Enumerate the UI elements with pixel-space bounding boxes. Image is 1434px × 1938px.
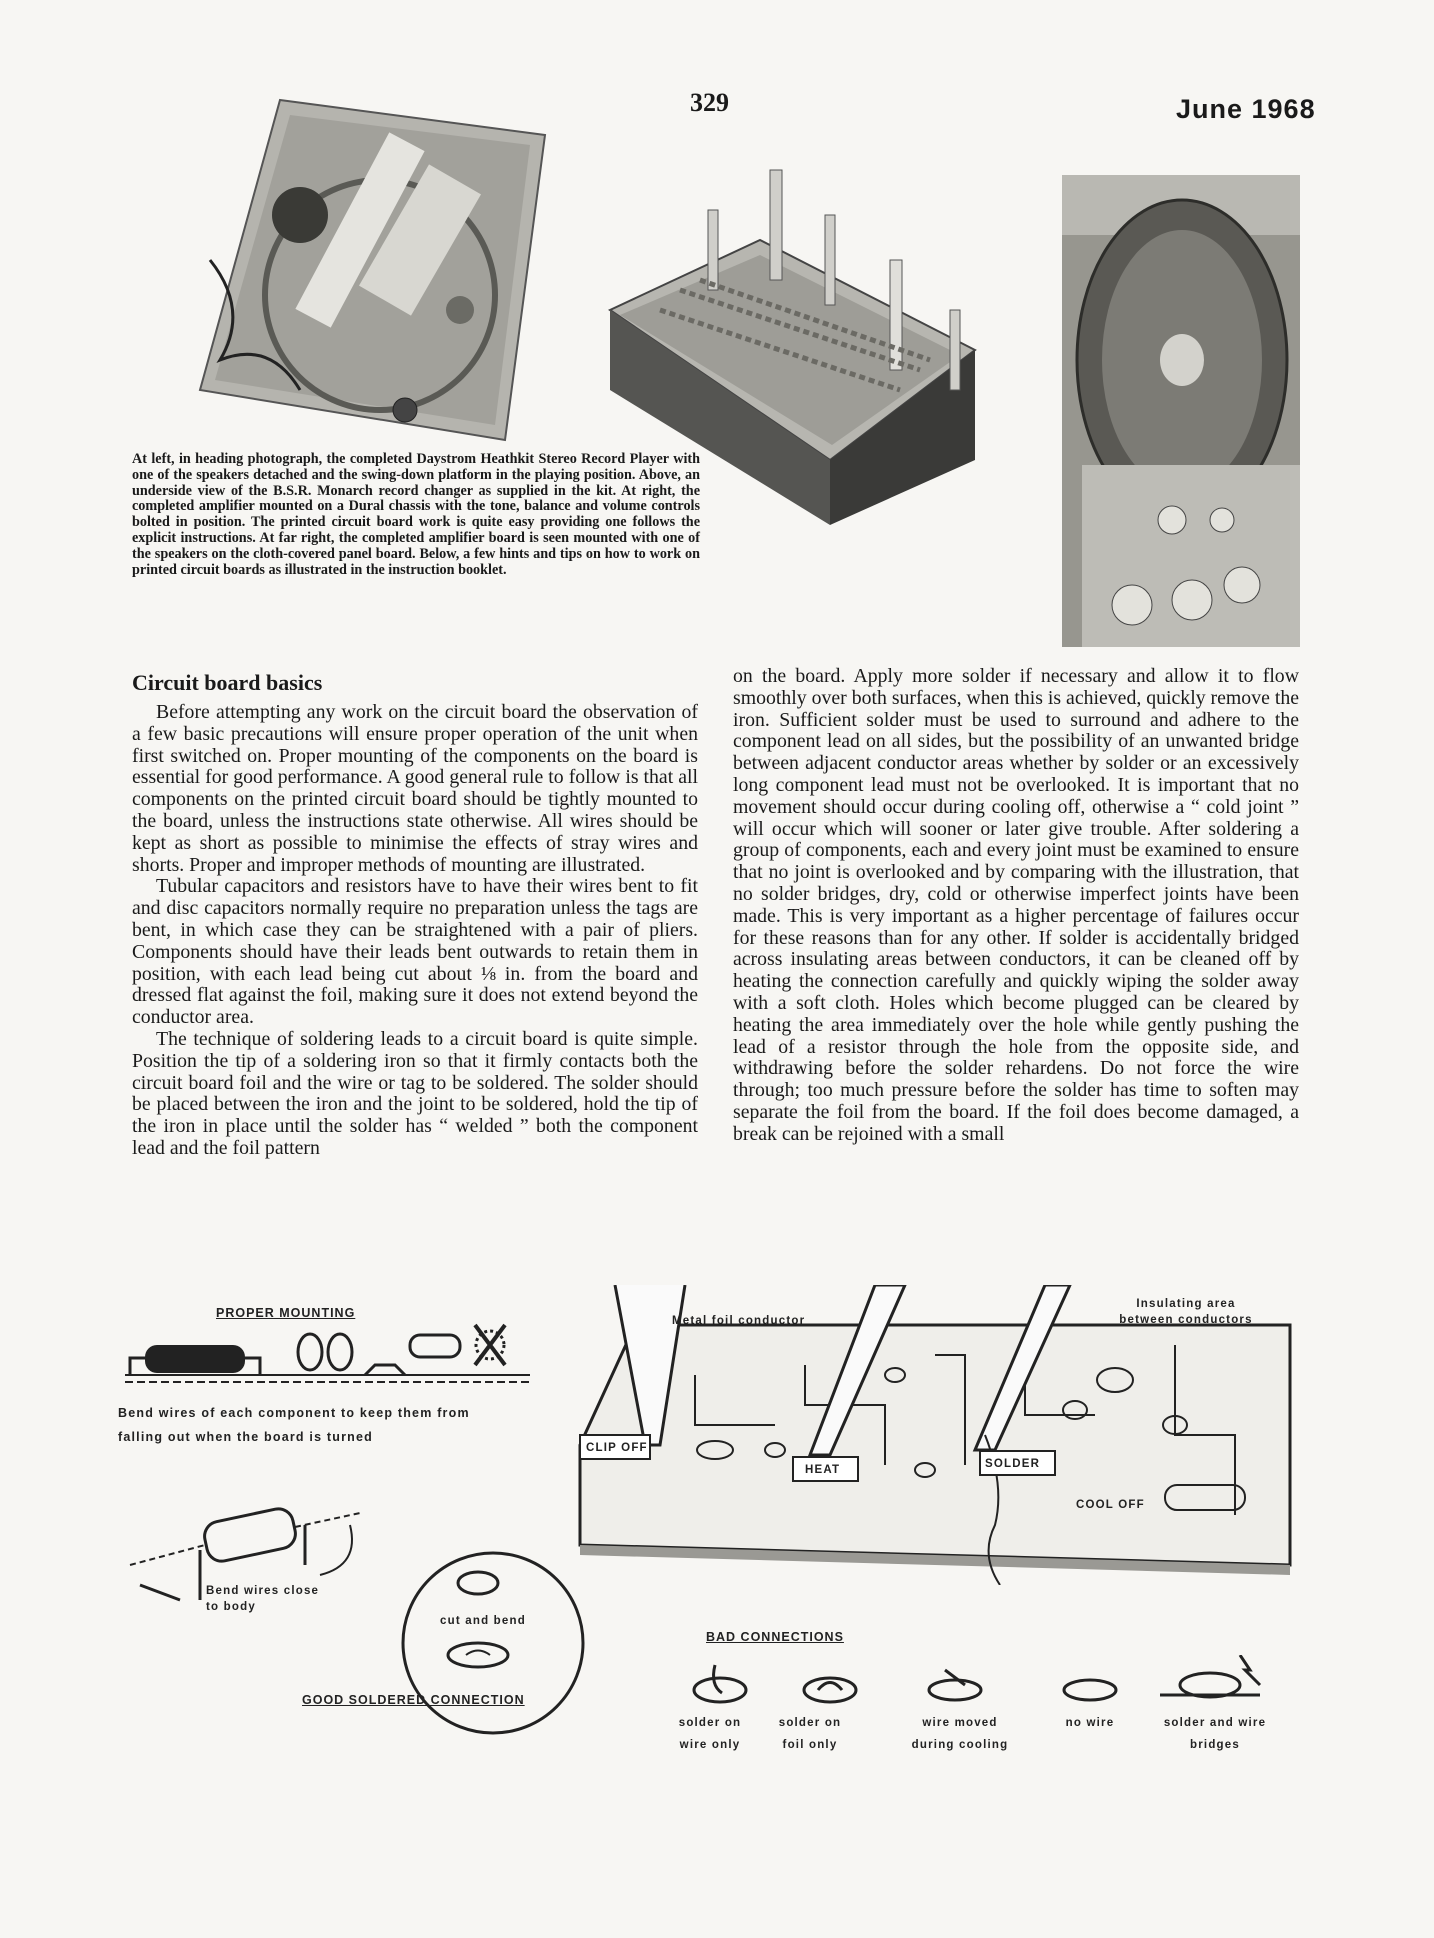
record-changer-photo xyxy=(190,90,550,450)
bad-item-5-line2: bridges xyxy=(1190,1739,1240,1751)
label-cut-and-bend: cut and bend xyxy=(440,1615,526,1627)
page-number: 329 xyxy=(690,88,729,117)
label-proper-mounting: PROPER MOUNTING xyxy=(216,1306,356,1320)
label-bad-connections: BAD CONNECTIONS xyxy=(706,1630,844,1644)
label-metal-foil: Metal foil conductor xyxy=(672,1315,806,1327)
paragraph-4: on the board. Apply more solder if necessary and allow it to flow smoothly over both surfaces, when this is achieved, quickly remove the iron. Sufficient solder must be used to surround and adhere to the component lead on all sides, but the possibility of an unwanted bridge between adjacent conductor areas whether by solder or an excessively long component lead must not be overlooked. It is important that no movement should occur during cooling off, otherwise a “ cold joint ” will occur which will sooner or later give trouble. After soldering a group of components, each and every joint must be examined to ensure that no joint is overlooked and by comparing with the illustration, that no solder bridges, dry, cold or otherwise imperfect joints have been made. This is very important as a higher percentage of failures occur for these reasons than for any other. If solder is accidentally bridged across insulating areas between conductors, it can be cleaned off by heating the connection carefully and quickly wiping the solder away with a soft cloth. Holes which become plugged can be cleared by heating the area immediately over the hole while gently pushing the lead of a resistor through the hole from the opposite side, and withdrawing before the solder rehardens. Do not force the wire through; too much pressure before the solder has time to soften may separate the foil from the board. If the foil does become damaged, a break can be rejoined with a small xyxy=(733,665,1299,1145)
label-bend-wires-each: Bend wires of each component to keep them from xyxy=(118,1406,470,1420)
photo-caption: At left, in heading photograph, the completed Daystrom Heathkit Stereo Record Player with one of the speakers detached and the swing-down platform in the playing position. Above, an underside view of the B.S.R. Monarch record changer as supplied in the kit. At right, the completed amplifier mounted on a Dural chassis with the tone, balance and volume controls bolted in position. The printed circuit board work is quite easy providing one follows the explicit instructions. At far right, the completed amplifier board is seen mounted with one of the speakers on the cloth-covered panel board. Below, a few hints and tips on how to work on printed circuit boards as illustrated in the instruction booklet. xyxy=(132,451,700,578)
issue-date: June 1968 xyxy=(1176,94,1316,124)
paragraph-3: The technique of soldering leads to a circuit board is quite simple. Position the tip of a soldering iron so that it firmly contacts both the circuit board foil and the wire or tag to be soldered. The solder should be placed between the iron and the joint to be soldered, hold the tip of the iron in place until the solder has “ welded ” both the component lead and the foil pattern xyxy=(132,1027,698,1159)
label-heat: HEAT xyxy=(805,1464,841,1476)
label-insulating-2: between conductors xyxy=(1119,1314,1253,1326)
label-clip-off: CLIP OFF xyxy=(586,1442,648,1454)
bad-item-1-line1: solder on xyxy=(678,1717,742,1729)
right-column xyxy=(733,666,1299,1146)
label-insulating-1: Insulating area xyxy=(1136,1298,1236,1310)
bad-item-3-line2: during cooling xyxy=(911,1739,1009,1751)
left-column xyxy=(132,702,698,1160)
bad-item-3-line1: wire moved xyxy=(922,1717,998,1729)
paragraph-2: Tubular capacitors and resistors have to have their wires bent to fit and disc capacitors normally require no preparation unless the tags are bent, in which case they can be straightened with a pair of pliers. Components should have their leads bent outwards to retain them in position, with each lead being cut about ⅛ in. from the board and dressed flat against the foil, making sure it does not extend beyond the conductor area. xyxy=(132,875,698,1029)
good-connection-circle xyxy=(398,1548,588,1738)
bad-connection-icons xyxy=(680,1655,1300,1715)
label-good-connection: GOOD SOLDERED CONNECTION xyxy=(302,1693,525,1707)
label-bend-close-2: to body xyxy=(206,1601,256,1613)
label-solder: SOLDER xyxy=(985,1458,1041,1470)
section-heading: Circuit board basics xyxy=(132,670,323,695)
bad-item-2-line2: foil only xyxy=(782,1739,838,1751)
bad-item-1-line2: wire only xyxy=(679,1739,741,1751)
bad-item-4-line1: no wire xyxy=(1065,1717,1115,1729)
label-falling-out: falling out when the board is turned xyxy=(118,1430,374,1444)
speaker-panel-photo xyxy=(1062,175,1300,647)
paragraph-1: Before attempting any work on the circuit board the observation of a few basic precautions will ensure proper operation of the unit when first switched on. Proper mounting of the components on the board is essential for good performance. A good general rule to follow is that all components on the printed circuit board should be tightly mounted to the board, unless the instructions state otherwise. All wires should be kept as short as possible to minimise the effects of stray wires and shorts. Proper and improper methods of mounting are illustrated. xyxy=(132,701,698,876)
label-cool-off: COOL OFF xyxy=(1076,1499,1145,1511)
bad-item-2-line1: solder on xyxy=(778,1717,842,1729)
label-bend-close-1: Bend wires close xyxy=(206,1585,320,1597)
bad-item-5-line1: solder and wire xyxy=(1163,1717,1267,1729)
